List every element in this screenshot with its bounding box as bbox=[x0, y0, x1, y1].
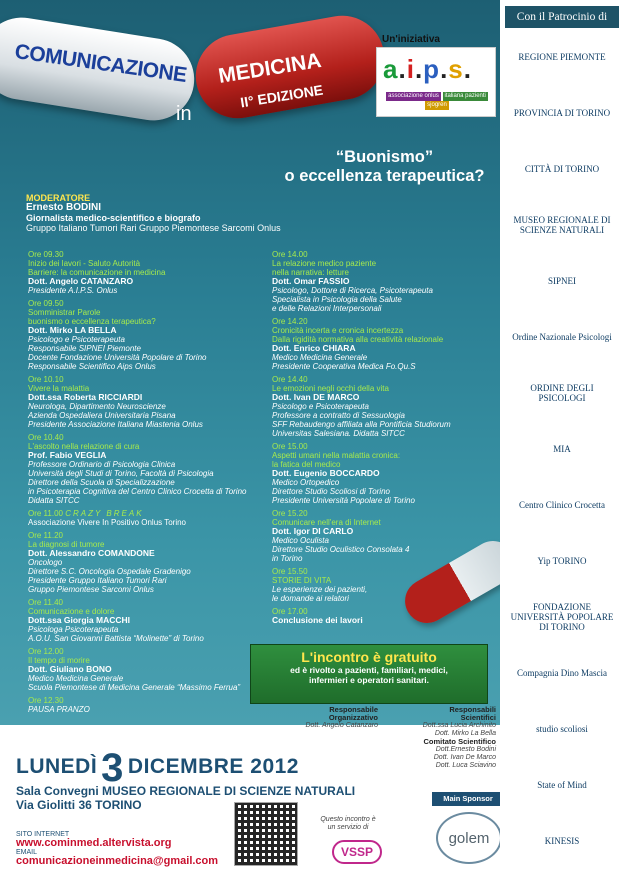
program-time: Ore 09.30 bbox=[28, 250, 64, 259]
program-title: La diagnosi di tumore bbox=[28, 540, 105, 549]
program-item bbox=[272, 442, 494, 505]
program-speaker: Dott.ssa Roberta RICCIARDI bbox=[28, 392, 143, 402]
program-affiliation: Medico Medicina Generale bbox=[28, 674, 124, 683]
crazy-break-item bbox=[28, 509, 268, 527]
program-item bbox=[28, 598, 268, 643]
program-title: Il tempo di morire bbox=[28, 656, 90, 665]
patrocinio-logo: PROVINCIA DI TORINO bbox=[513, 108, 611, 119]
program-time: Ore 15.50 bbox=[272, 567, 308, 576]
program-affiliation: Gruppo Piemontese Sarcomi Onlus bbox=[28, 585, 154, 594]
program-title: Le emozioni negli occhi della vita bbox=[272, 384, 389, 393]
program-item bbox=[28, 531, 268, 594]
program-title-2: Barriere: la comunicazione in medicina bbox=[28, 268, 166, 277]
program-affiliation: Direttore Studio Scoliosi di Torino bbox=[272, 487, 390, 496]
program-speaker: Conclusione dei lavori bbox=[272, 615, 363, 625]
venue: Sala Convegni MUSEO REGIONALE DI SCIENZE NATURALI Via Giolitti 36 TORINO bbox=[16, 784, 356, 812]
program-speaker: Dott. Mirko LA BELLA bbox=[28, 325, 117, 335]
program-speaker: Dott. Eugenio BOCCARDO bbox=[272, 468, 380, 478]
patrocinio-logo: CITTÀ DI TORINO bbox=[524, 164, 600, 175]
program-affiliation: Presidente Associazione Italiana Miastenia Onlus bbox=[28, 420, 203, 429]
program-affiliation: Responsabile Scientifico Aips Onlus bbox=[28, 362, 156, 371]
program-affiliation: Medico Oculista bbox=[272, 536, 329, 545]
program-speaker: Dott. Igor DI CARLO bbox=[272, 526, 354, 536]
program-affiliation: Direttore Studio Oculistico Consolata 4 bbox=[272, 545, 410, 554]
program-affiliation: Psicologo e Psicoterapeuta bbox=[28, 335, 125, 344]
contacts: SITO INTERNET www.cominmed.altervista.org EMAIL comunicazioneinmedicina@gmail.com bbox=[16, 831, 219, 867]
crazy-break-note: Associazione Vivere In Positivo Onlus Torino bbox=[28, 518, 187, 527]
program-affiliation: Presidente A.I.P.S. Onlus bbox=[28, 286, 118, 295]
patrocinio-logo: SIPNEI bbox=[547, 276, 576, 287]
patrocinio-logo: Centro Clinico Crocetta bbox=[519, 500, 605, 511]
program-affiliation: in Torino bbox=[272, 554, 303, 563]
program-time: Ore 15.00 bbox=[272, 442, 308, 451]
program-time: Ore 15.20 bbox=[272, 509, 308, 518]
pausa-item bbox=[28, 696, 268, 714]
patrocinio-title: Con il Patrocinio di bbox=[505, 6, 619, 28]
patrocinio-logo: Ordine Nazionale Psicologi bbox=[512, 332, 612, 343]
title-in: in bbox=[176, 103, 192, 125]
program-affiliation: Presidente Università Popolare di Torino bbox=[272, 496, 415, 505]
program-time: Ore 10.40 bbox=[28, 433, 64, 442]
program-item bbox=[272, 375, 494, 438]
title-medicina: MEDICINA bbox=[216, 49, 323, 88]
program-title-2: la fatica del medico bbox=[272, 460, 341, 469]
program-affiliation: Universitas Salesiana. Didatta SITCC bbox=[272, 429, 405, 438]
edition-label: II° EDIZIONE bbox=[239, 81, 325, 111]
program-title: Vivere la malattia bbox=[28, 384, 90, 393]
service-note: Questo incontro è un servizio di bbox=[320, 816, 376, 831]
program-affiliation: Medico Medicina Generale bbox=[272, 353, 368, 362]
aips-logo bbox=[376, 47, 496, 117]
program-affiliation: Medico Ortopedico bbox=[272, 478, 340, 487]
program-title: Comunicare nell'era di Internet bbox=[272, 518, 381, 527]
program-affiliation: Scuola Piemontese di Medicina Generale “Massimo Ferrua” bbox=[28, 683, 241, 692]
program-item bbox=[272, 250, 494, 313]
program-title: Somministrar Parole bbox=[28, 308, 101, 317]
patrocinio-logo: Yip TORINO bbox=[537, 556, 587, 567]
program-title: Cronicità incerta e cronica incertezza bbox=[272, 326, 404, 335]
program-affiliation: Docente Fondazione Università Popolare di Torino bbox=[28, 353, 207, 362]
program-speaker: Dott. Ivan DE MARCO bbox=[272, 392, 360, 402]
patrocinio-logo: studio scoliosi bbox=[536, 724, 588, 735]
program-affiliation: A.O.U. San Giovanni Battista “Molinette” di Torino bbox=[28, 634, 204, 643]
program-affiliation: Professore Ordinario di Psicologia Clinica bbox=[28, 460, 176, 469]
program-speaker: Dott. Omar FASSIO bbox=[272, 276, 350, 286]
program-time: Ore 11.20 bbox=[28, 531, 63, 540]
aips-letters: a.i.p.s. bbox=[383, 54, 472, 84]
program-affiliation: Responsabile SIPNEI Piemonte bbox=[28, 344, 141, 353]
patrocinio-logo: Compagnia Dino Mascia bbox=[517, 668, 607, 679]
program-title: Comunicazione e dolore bbox=[28, 607, 115, 616]
program-affiliation: le domande ai relatori bbox=[272, 594, 349, 603]
program-speaker: Dott.ssa Giorgia MACCHI bbox=[28, 615, 131, 625]
email-link[interactable]: comunicazioneinmedicina@gmail.com bbox=[16, 855, 219, 867]
program-item bbox=[272, 317, 494, 371]
program-time: Ore 12.00 bbox=[28, 647, 64, 656]
program-time: Ore 11.00 bbox=[28, 509, 63, 518]
program-affiliation: Specialista in Psicologia della Salute bbox=[272, 295, 402, 304]
program-title-2: nella narrativa: letture bbox=[272, 268, 349, 277]
iniziativa-label: Un'iniziativa bbox=[382, 34, 440, 45]
program-affiliation: Direttore S.C. Oncologia Ospedale Gradenigo bbox=[28, 567, 191, 576]
pausa-label: PAUSA PRANZO bbox=[28, 705, 90, 714]
program-speaker: Prof. Fabio VEGLIA bbox=[28, 450, 107, 460]
responsabile-organizzativo: Responsabile Organizzativo Dott. Angelo Catanzaro bbox=[305, 705, 378, 729]
program-time: Ore 12.30 bbox=[28, 696, 64, 705]
program-speaker: Dott. Alessandro COMANDONE bbox=[28, 548, 155, 558]
program-affiliation: Psicologa Psicoterapeuta bbox=[28, 625, 119, 634]
program-time: Ore 17.00 bbox=[272, 607, 308, 616]
program-item bbox=[28, 375, 268, 429]
patrocinio-logo: ORDINE DEGLI PSICOLOGI bbox=[530, 383, 594, 403]
program-affiliation: SFF Rebaudengo affiliata alla Pontificia Studiorum bbox=[272, 420, 451, 429]
program-title-2: Dalla rigidità normativa alla creatività relazionale bbox=[272, 335, 444, 344]
main-sponsor-label: Main Sponsor bbox=[432, 792, 504, 806]
responsabili-scientifici: Responsabili Scientifici Dott.ssa Lucia Archinito Dott. Mirko La Bella Comitato Scientifico Dott.Ernesto Bodini Dott. Ivan De Marco Dott. Luca Sciavino bbox=[422, 705, 496, 769]
program-title: Inizio dei lavori - Saluto Autorità bbox=[28, 259, 141, 268]
program-affiliation: Presidente Gruppo Italiano Tumori Rari bbox=[28, 576, 167, 585]
program-affiliation: Azienda Ospedaliera Universitaria Pisana bbox=[28, 411, 176, 420]
program-time: Ore 11.40 bbox=[28, 598, 63, 607]
program-title: STORIE DI VITA bbox=[272, 576, 332, 585]
program-item bbox=[272, 607, 494, 625]
crazy-break-label: CRAZY BREAK bbox=[65, 509, 144, 518]
program-affiliation: Psicologo e Psicoterapeuta bbox=[272, 402, 369, 411]
program-speaker: Dott. Enrico CHIARA bbox=[272, 343, 356, 353]
program-item bbox=[28, 433, 268, 505]
program-affiliation: Presidente Cooperativa Medica Fo.Qu.S bbox=[272, 362, 416, 371]
golem-logo: golem bbox=[436, 812, 502, 864]
patrocinio-logo: State of Mind bbox=[537, 780, 587, 791]
website-link[interactable]: www.cominmed.altervista.org bbox=[16, 837, 172, 849]
event-date: LUNEDÌ 3 DICEMBRE 2012 bbox=[16, 746, 299, 790]
program-affiliation: Didatta SITCC bbox=[28, 496, 80, 505]
program-affiliation: e delle Relazioni Interpersonali bbox=[272, 304, 382, 313]
program-affiliation: Psicologo, Dottore di Ricerca, Psicoterapeuta bbox=[272, 286, 433, 295]
program-speaker: Dott. Angelo CATANZARO bbox=[28, 276, 134, 286]
program-affiliation: Neurologa, Dipartimento Neuroscienze bbox=[28, 402, 166, 411]
program-affiliation: Le esperienze dei pazienti, bbox=[272, 585, 368, 594]
program-title: L'ascolto nella relazione di cura bbox=[28, 442, 140, 451]
free-entry-box: L'incontro è gratuito ed è rivolto a pazienti, familiari, medici, infermieri e operatori sanitari. bbox=[250, 644, 488, 704]
title-comunicazione: COMUNICAZIONE bbox=[13, 40, 188, 87]
program-affiliation: Oncologo bbox=[28, 558, 63, 567]
program-left-column bbox=[28, 250, 268, 718]
program-time: Ore 14.00 bbox=[272, 250, 308, 259]
patrocinio-logo: REGIONE PIEMONTE bbox=[518, 52, 606, 63]
program-time: Ore 10.10 bbox=[28, 375, 64, 384]
program-affiliation: Direttore della Scuola di Specializzazione bbox=[28, 478, 175, 487]
program-item bbox=[28, 250, 268, 295]
program-time: Ore 14.40 bbox=[272, 375, 308, 384]
program-affiliation: Università degli Studi di Torino, Facoltà di Psicologia bbox=[28, 469, 214, 478]
subtitle: “Buonismo” o eccellenza terapeutica? bbox=[284, 148, 485, 185]
qr-code bbox=[234, 802, 298, 866]
program-title: La relazione medico paziente bbox=[272, 259, 377, 268]
patrocinio-logo: MIA bbox=[553, 444, 571, 455]
moderatore-block: MODERATORE Ernesto BODINI Giornalista medico-scientifico e biografo Gruppo Italiano Tumori Rari Gruppo Piemontese Sarcomi Onlus bbox=[26, 193, 281, 233]
patrocinio-logo: MUSEO REGIONALE DI SCIENZE NATURALI bbox=[513, 215, 611, 235]
program-time: Ore 14.20 bbox=[272, 317, 308, 326]
program-time: Ore 09.50 bbox=[28, 299, 64, 308]
patrocinio-logo: FONDAZIONE UNIVERSITÀ POPOLARE DI TORINO bbox=[510, 602, 614, 632]
patrocinio-logo: KINESIS bbox=[544, 836, 580, 847]
aips-subtitle: associazione onlus italiana pazienti sjogren bbox=[388, 93, 486, 108]
program-title-2: buonismo o eccellenza terapeutica? bbox=[28, 317, 156, 326]
vssp-logo: VSSP bbox=[332, 840, 382, 864]
program-affiliation: in Psicoterapia Cognitiva del Centro Clinico Crocetta di Torino bbox=[28, 487, 247, 496]
program-affiliation: Professore a contratto di Sessuologia bbox=[272, 411, 405, 420]
program-speaker: Dott. Giuliano BONO bbox=[28, 664, 112, 674]
program-title: Aspetti umani nella malattia cronica: bbox=[272, 451, 401, 460]
program-item bbox=[28, 299, 268, 371]
program-item bbox=[28, 647, 268, 692]
